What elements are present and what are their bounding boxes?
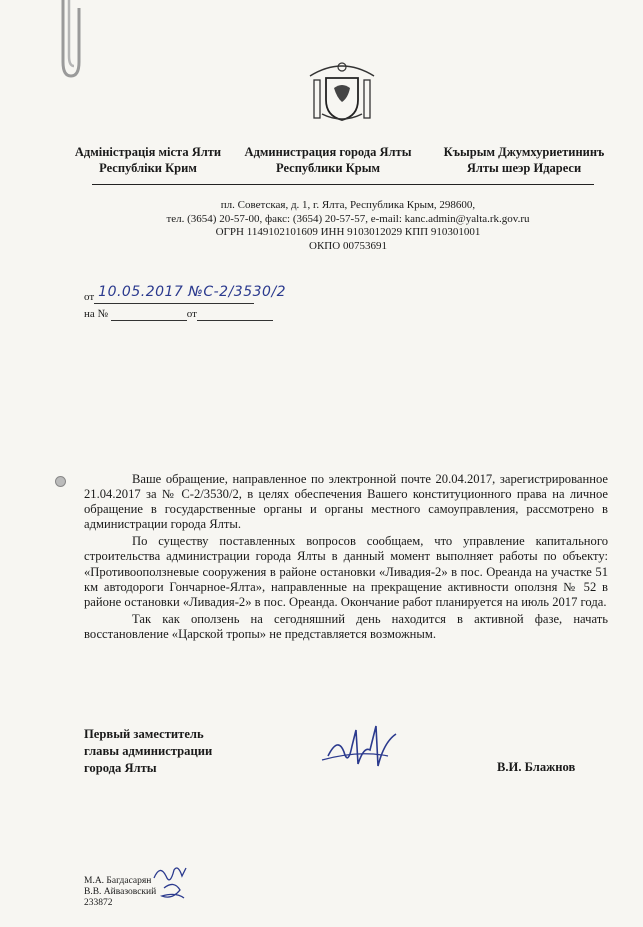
paragraph-2: По существу поставленных вопросов сообщаем, что управление капитального строительства администрации города Ялты в данный момент выполняет работы по объекту: «Противооползневые сооружения в районе остановки «Ливадия-2» в пос. Ореанда на участке 51 км автодороги Гончарное-Ялта», направленные на прекращение активности оползня № 52 в районе остановки «Ливадия-2» в пос. Ореанда. Окончание работ планируется на июль 2017 года. (84, 534, 608, 609)
header-russian: Администрация города Ялты Республики Крым (244, 145, 412, 175)
header-crimean-tatar: Къырым Джумхуриетининъ Ялты шеэр Идареси (443, 145, 605, 175)
paperclip-icon (54, 0, 88, 80)
signatory-title: Первый заместитель главы администрации города Ялты (84, 727, 213, 775)
letter-body (84, 472, 608, 644)
handwritten-date: 10.05.2017 (98, 284, 184, 300)
handwritten-number: С-2/3530/2 (203, 284, 287, 300)
handwritten-signature (318, 716, 408, 778)
outgoing-reference: от 10.05.2017 №С-2/3530/2 (84, 284, 287, 303)
header-ukrainian: Адміністрація міста Ялти Республіки Крим (74, 145, 222, 175)
coat-of-arms-emblem (304, 58, 380, 124)
executors-block: М.А. Багдасарян В.В. Айвазовский 233872 (84, 876, 157, 908)
punch-hole (55, 476, 66, 487)
paragraph-1: Ваше обращение, направленное по электронной почте 20.04.2017, зарегистрированное 21.04.2017 за № С-2/3530/2, в целях обеспечения Вашего конституционного права на личное обращение в государственные органы и органы местного самоуправления, рассмотрено в администрации города Ялты. (84, 472, 608, 532)
header-divider (92, 184, 594, 185)
paragraph-3: Так как оползень на сегодняшний день находится в активной фазе, начать восстановление «Царской тропы» не представляется возможным. (84, 611, 608, 641)
signatory-name: В.И. Блажнов (497, 760, 576, 774)
incoming-reference: на № от (84, 307, 273, 321)
address-block: пл. Советская, д. 1, г. Ялта, Республика Крым, 298600, тел. (3654) 20-57-00, факс: (3654) 20-57-57, e-mail: kanc.admin@yalta.rk.gov.ru ОГРН 1149102101609 ИНН 9103012029 КПП 910301001 ОКПО 00753691 (166, 199, 530, 252)
handwritten-initials (150, 862, 196, 902)
